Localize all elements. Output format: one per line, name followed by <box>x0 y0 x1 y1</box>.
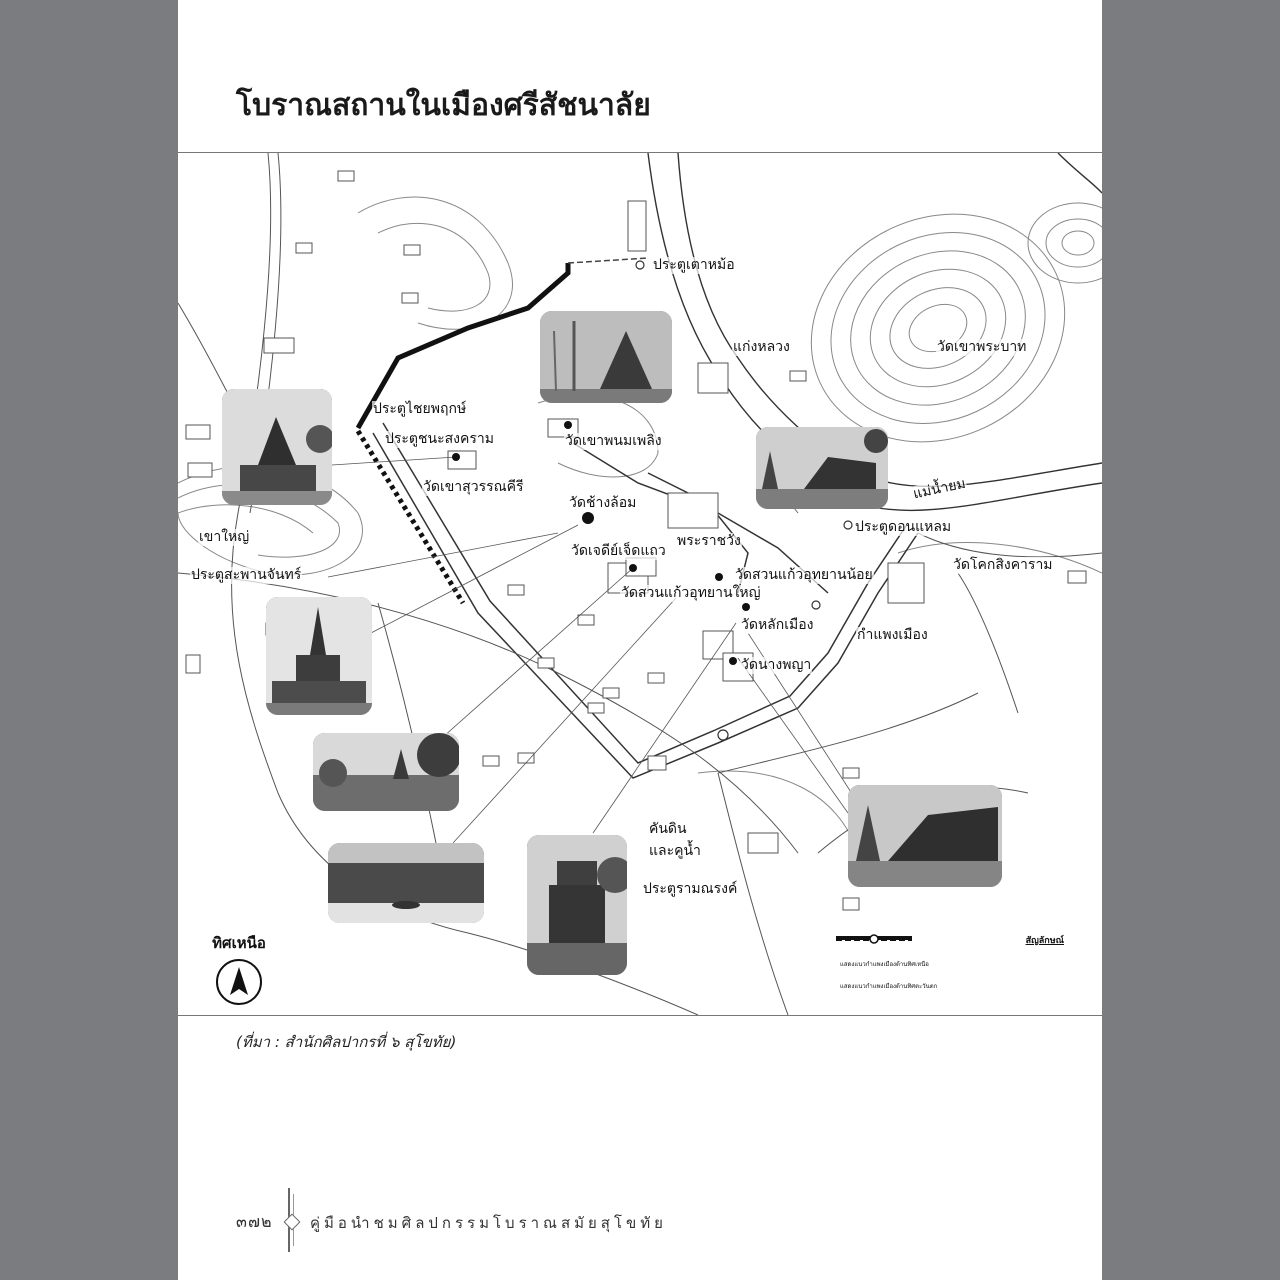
legend-item <box>834 975 1064 997</box>
photo-image <box>313 733 459 811</box>
map-legend <box>834 933 1064 997</box>
label-pratu-tao-mo: ประตูเตาหม้อ <box>653 257 735 273</box>
label-wat-chang-lom: วัดช้างล้อม <box>569 495 637 511</box>
photo-wat-chedi-chet-thaeo <box>266 597 372 715</box>
north-label: ทิศเหนือ <box>212 934 266 952</box>
label-wat-chedi-chet-thaeo: วัดเจดีย์เจ็ดแถว <box>571 543 666 559</box>
label-kaeng-luang: แก่งหลวง <box>733 339 790 355</box>
label-pratu-chana-songkhram: ประตูชนะสงคราม <box>385 431 494 447</box>
book-page <box>178 0 1102 1280</box>
photo-wat-khao-suwan-khiri <box>222 389 332 505</box>
label-mae-nam-yom: แม่น้ำยม <box>911 475 968 503</box>
diamond-icon <box>284 1214 301 1231</box>
label-khao-yai: เขาใหญ่ <box>199 529 250 545</box>
label-pratu-sa-phan-chan: ประตูสะพานจันทร์ <box>191 567 302 583</box>
photo-wat-suan-kaeo <box>328 843 484 923</box>
label-wat-khao-phanom-phloeng: วัดเขาพนมเพลิง <box>565 433 662 449</box>
label-pratu-chai-phruek: ประตูไชยพฤกษ์ <box>373 401 467 417</box>
photo-image <box>328 843 484 923</box>
page-footer <box>236 1188 936 1252</box>
west-wall <box>358 431 463 603</box>
label-khan-din-line1: คันดิน <box>649 821 687 837</box>
north-arrow-icon <box>216 959 262 1005</box>
map-source: (ที่มา : สำนักศิลปากรที่ ๖ สุโขทัย) <box>236 1033 457 1051</box>
photo-image <box>266 597 372 715</box>
label-wat-khao-phra-bat: วัดเขาพระบาท <box>937 339 1027 355</box>
label-kamphaeng-mueang: กำแพงเมือง <box>857 627 928 643</box>
label-wat-lak-mueang: วัดหลักเมือง <box>741 617 814 633</box>
photo-image <box>848 785 1002 887</box>
photo-image <box>540 311 672 403</box>
photo-image <box>756 427 888 509</box>
photo-wat-lak-mueang <box>848 785 1002 887</box>
photo-wat-khao-phanom-phloeng <box>540 311 672 403</box>
page-title: โบราณสถานในเมืองศรีสัชนาลัย <box>236 88 651 123</box>
label-wat-khok-singkharam: วัดโคกสิงคาราม <box>953 557 1053 573</box>
north-arrow <box>212 931 266 1005</box>
label-phra-ratchawang: พระราชวัง <box>677 533 741 549</box>
photo-image <box>222 389 332 505</box>
photo-wat-nang-phaya <box>527 835 627 975</box>
photo-wat-khok-singkharam <box>756 427 888 509</box>
legend-title: สัญลักษณ์ <box>1025 936 1064 946</box>
label-pratu-ram-narong: ประตูรามณรงค์ <box>643 881 738 897</box>
label-pratu-don-laem: ประตูดอนแหลม <box>855 519 952 535</box>
label-wat-suan-kaeo-noi: วัดสวนแก้วอุทยานน้อย <box>735 567 873 583</box>
label-khan-din-line2: และคูน้ำ <box>649 843 701 859</box>
legend-west-wall-symbol <box>834 933 914 945</box>
label-wat-nang-phaya: วัดนางพญา <box>741 657 812 673</box>
page-number: ๓๗๒ <box>236 1212 273 1231</box>
legend-item-label: แสดงแนวกำแพงเมืองด้านทิศเหนือ <box>840 961 929 968</box>
legend-item <box>834 953 1064 975</box>
book-title: คู่มือนำชมศิลปกรรมโบราณสมัยสุโขทัย <box>310 1214 667 1232</box>
label-wat-suan-kaeo-yai: วัดสวนแก้วอุทยานใหญ่ <box>621 585 761 601</box>
legend-item-label: แสดงแนวกำแพงเมืองด้านทิศตะวันตก <box>840 983 938 990</box>
label-wat-khao-suwan-khiri: วัดเขาสุวรรณคีรี <box>423 479 524 495</box>
site-map <box>178 152 1102 1016</box>
photo-image <box>527 835 627 975</box>
photo-wat-chang-lom <box>313 733 459 811</box>
